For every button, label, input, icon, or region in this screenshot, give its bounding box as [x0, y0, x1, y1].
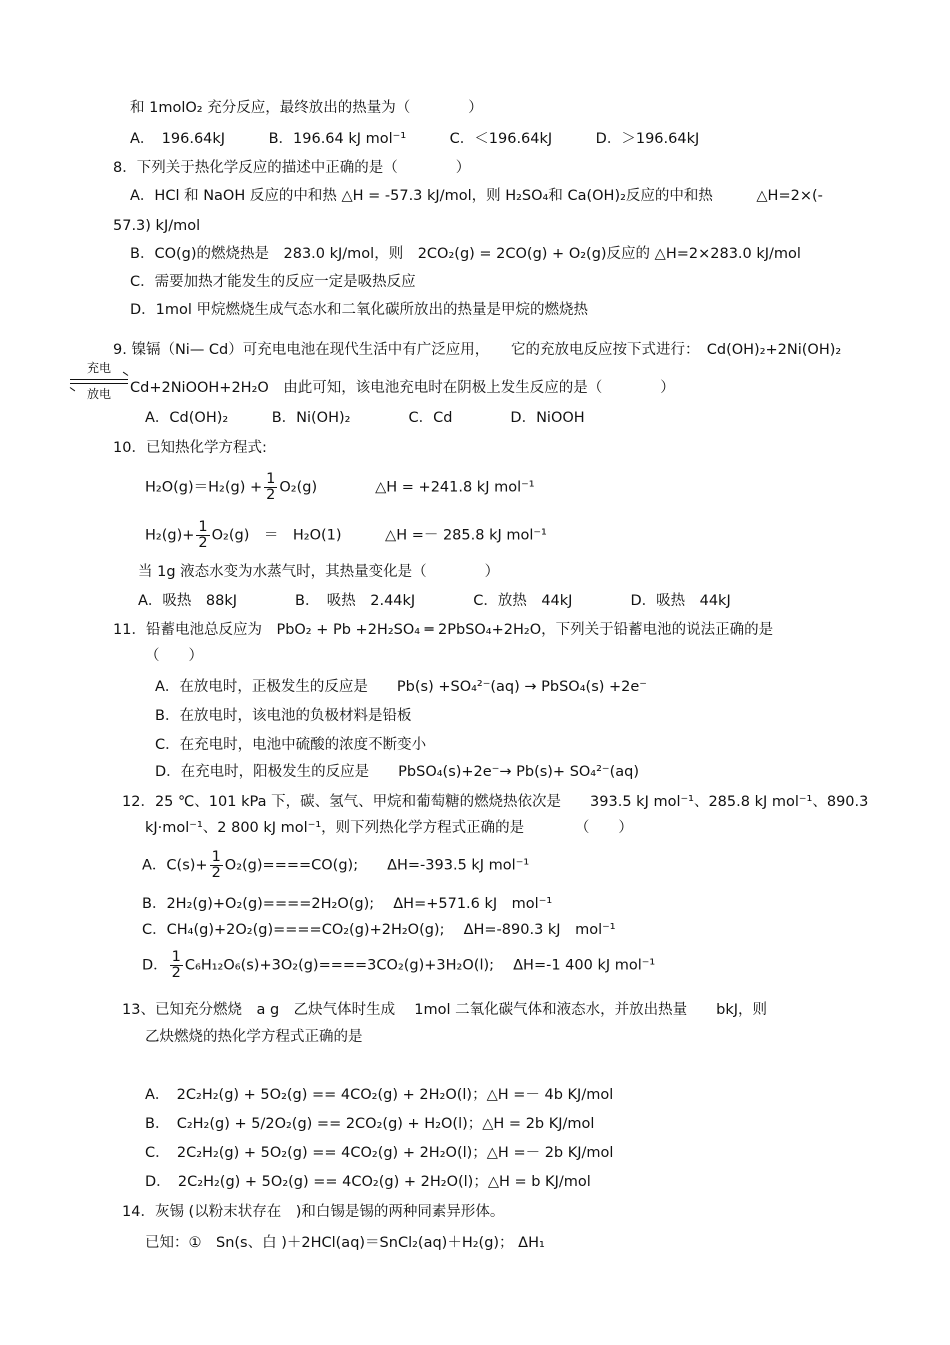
- fraction-denominator: 2: [211, 865, 221, 881]
- q12-stem: 12．25 ℃、101 kPa 下，碳、氢气、甲烷和葡萄糖的燃烧热依次是 393.5 kJ mol⁻¹、285.8 kJ mol⁻¹、890.3: [122, 794, 869, 810]
- q8-option-a: A．HCl 和 NaOH 反应的中和热 △H = -57.3 kJ/mol，则 H₂SO₄和 Ca(OH)₂反应的中和热 △H=2×(-: [130, 188, 823, 204]
- q9-options: A．Cd(OH)₂ B．Ni(OH)₂ C．Cd D．NiOOH: [145, 410, 585, 426]
- q13-option-d: D． 2C₂H₂(g) + 5O₂(g) == 4CO₂(g) + 2H₂O(l)；△H = b KJ/mol: [145, 1174, 591, 1190]
- q9-equation: Cd+2NiOOH+2H₂O 由此可知，该电池充电时在阴极上发生反应的是（ ）: [130, 380, 675, 396]
- fraction-one-half: [210, 850, 223, 881]
- fraction-denominator: 2: [171, 965, 181, 981]
- q14-stem: 14．灰锡 (以粉末状存在 )和白锡是锡的两种同素异形体。: [122, 1204, 505, 1220]
- q11-option-d: D．在充电时，阳极发生的反应是 PbSO₄(s)+2e⁻→ Pb(s)+ SO₄²⁻(aq): [155, 764, 639, 780]
- fraction-numerator: 1: [266, 471, 276, 487]
- fraction-numerator: 1: [198, 519, 208, 535]
- q8-option-b: B．CO(g)的燃烧热是 283.0 kJ/mol，则 2CO₂(g) = 2CO(g) + O₂(g)反应的 △H=2×283.0 kJ/mol: [130, 246, 801, 262]
- fraction-denominator: 2: [198, 535, 208, 551]
- eq1-right: O₂(g) △H = +241.8 kJ mol⁻¹: [279, 479, 535, 496]
- q13-option-b: B． C₂H₂(g) + 5/2O₂(g) == 2CO₂(g) + H₂O(l)；△H = 2b KJ/mol: [145, 1116, 595, 1132]
- q12d-left: D．: [142, 957, 168, 974]
- q12-option-b: B．2H₂(g)+O₂(g)====2H₂O(g); ΔH=+571.6 kJ mol⁻¹: [142, 896, 553, 912]
- q13-stem: 13、已知充分燃烧 a g 乙炔气体时生成 1mol 二氧化碳气体和液态水，并放出热量 bkJ，则: [122, 1002, 767, 1018]
- eq2-left: H₂(g)+: [145, 527, 195, 544]
- q12a-left: A．C(s)+: [142, 857, 208, 874]
- eq2-right: O₂(g) ＝ H₂O(1) △H =－ 285.8 kJ mol⁻¹: [211, 527, 547, 544]
- reversible-arrow: [68, 360, 130, 400]
- fraction-denominator: 2: [266, 487, 276, 503]
- q14-equation-1: 已知：① Sn(s、白 )＋2HCl(aq)＝SnCl₂(aq)＋H₂(g)； ΔH₁: [145, 1235, 545, 1251]
- q12-option-c: C．CH₄(g)+2O₂(g)====CO₂(g)+2H₂O(g); ΔH=-890.3 kJ mol⁻¹: [142, 922, 616, 938]
- q11-option-a: A．在放电时，正极发生的反应是 Pb(s) +SO₄²⁻(aq) → PbSO₄(s) +2e⁻: [155, 679, 647, 695]
- fraction-numerator: 1: [211, 849, 221, 865]
- discharge-label: 放电: [86, 387, 111, 401]
- q13-stem-cont: 乙炔燃烧的热化学方程式正确的是: [145, 1029, 363, 1045]
- fraction-one-half: [264, 472, 277, 503]
- q8-option-a-cont: 57.3) kJ/mol: [113, 218, 201, 234]
- q11-option-c: C．在充电时，电池中硫酸的浓度不断变小: [155, 737, 427, 753]
- q12a-right: O₂(g)====CO(g); ΔH=-393.5 kJ mol⁻¹: [224, 857, 530, 874]
- q12-option-d: [142, 950, 655, 981]
- q8-stem: 8．下列关于热化学反应的描述中正确的是（ ）: [113, 160, 471, 176]
- q13-option-a: A． 2C₂H₂(g) + 5O₂(g) == 4CO₂(g) + 2H₂O(l)；△H =－ 4b KJ/mol: [145, 1087, 614, 1103]
- q7-options: A． 196.64kJ B．196.64 kJ mol⁻¹ C．＜196.64kJ D．＞196.64kJ: [130, 131, 700, 147]
- q13-option-c: C． 2C₂H₂(g) + 5O₂(g) == 4CO₂(g) + 2H₂O(l)；△H =－ 2b KJ/mol: [145, 1145, 614, 1161]
- fraction-one-half: [170, 950, 183, 981]
- eq1-left: H₂O(g)＝H₂(g) +: [145, 479, 263, 496]
- q10-equation-2: [145, 520, 547, 551]
- q10-options: A．吸热 88kJ B． 吸热 2.44kJ C．放热 44kJ D．吸热 44kJ: [138, 593, 731, 609]
- fraction-one-half: [196, 520, 209, 551]
- q8-option-c: C．需要加热才能发生的反应一定是吸热反应: [130, 274, 416, 290]
- q11-stem: 11．铅蓄电池总反应为 PbO₂ + Pb +2H₂SO₄ ═ 2PbSO₄+2H₂O，下列关于铅蓄电池的说法正确的是: [113, 622, 774, 638]
- q7-continuation: 和 1molO₂ 充分反应，最终放出的热量为（ ）: [130, 100, 483, 116]
- q12d-right: C₆H₁₂O₆(s)+3O₂(g)====3CO₂(g)+3H₂O(l); ΔH=-1 400 kJ mol⁻¹: [184, 957, 656, 974]
- arrow-line-bottom: [70, 383, 128, 384]
- charge-label: 充电: [86, 361, 111, 375]
- q10-question: 当 1g 液态水变为水蒸气时，其热量变化是（ ）: [138, 564, 500, 580]
- arrow-line-top: [70, 379, 128, 380]
- q9-stem: 9. 镍镉（Ni— Cd）可充电电池在现代生活中有广泛应用， 它的充放电反应按下式进行： Cd(OH)₂+2Ni(OH)₂: [113, 342, 842, 358]
- fraction-numerator: 1: [171, 949, 181, 965]
- q12-option-a: [142, 850, 529, 881]
- q11-brackets: （ ）: [145, 648, 203, 664]
- q10-stem: 10．已知热化学方程式:: [113, 440, 267, 456]
- q11-option-b: B．在放电时，该电池的负极材料是铅板: [155, 708, 412, 724]
- q12-stem-cont: kJ·mol⁻¹、2 800 kJ mol⁻¹，则下列热化学方程式正确的是 （ ）: [145, 820, 633, 836]
- q10-equation-1: [145, 472, 535, 503]
- q8-option-d: D．1mol 甲烷燃烧生成气态水和二氧化碳所放出的热量是甲烷的燃烧热: [130, 302, 589, 318]
